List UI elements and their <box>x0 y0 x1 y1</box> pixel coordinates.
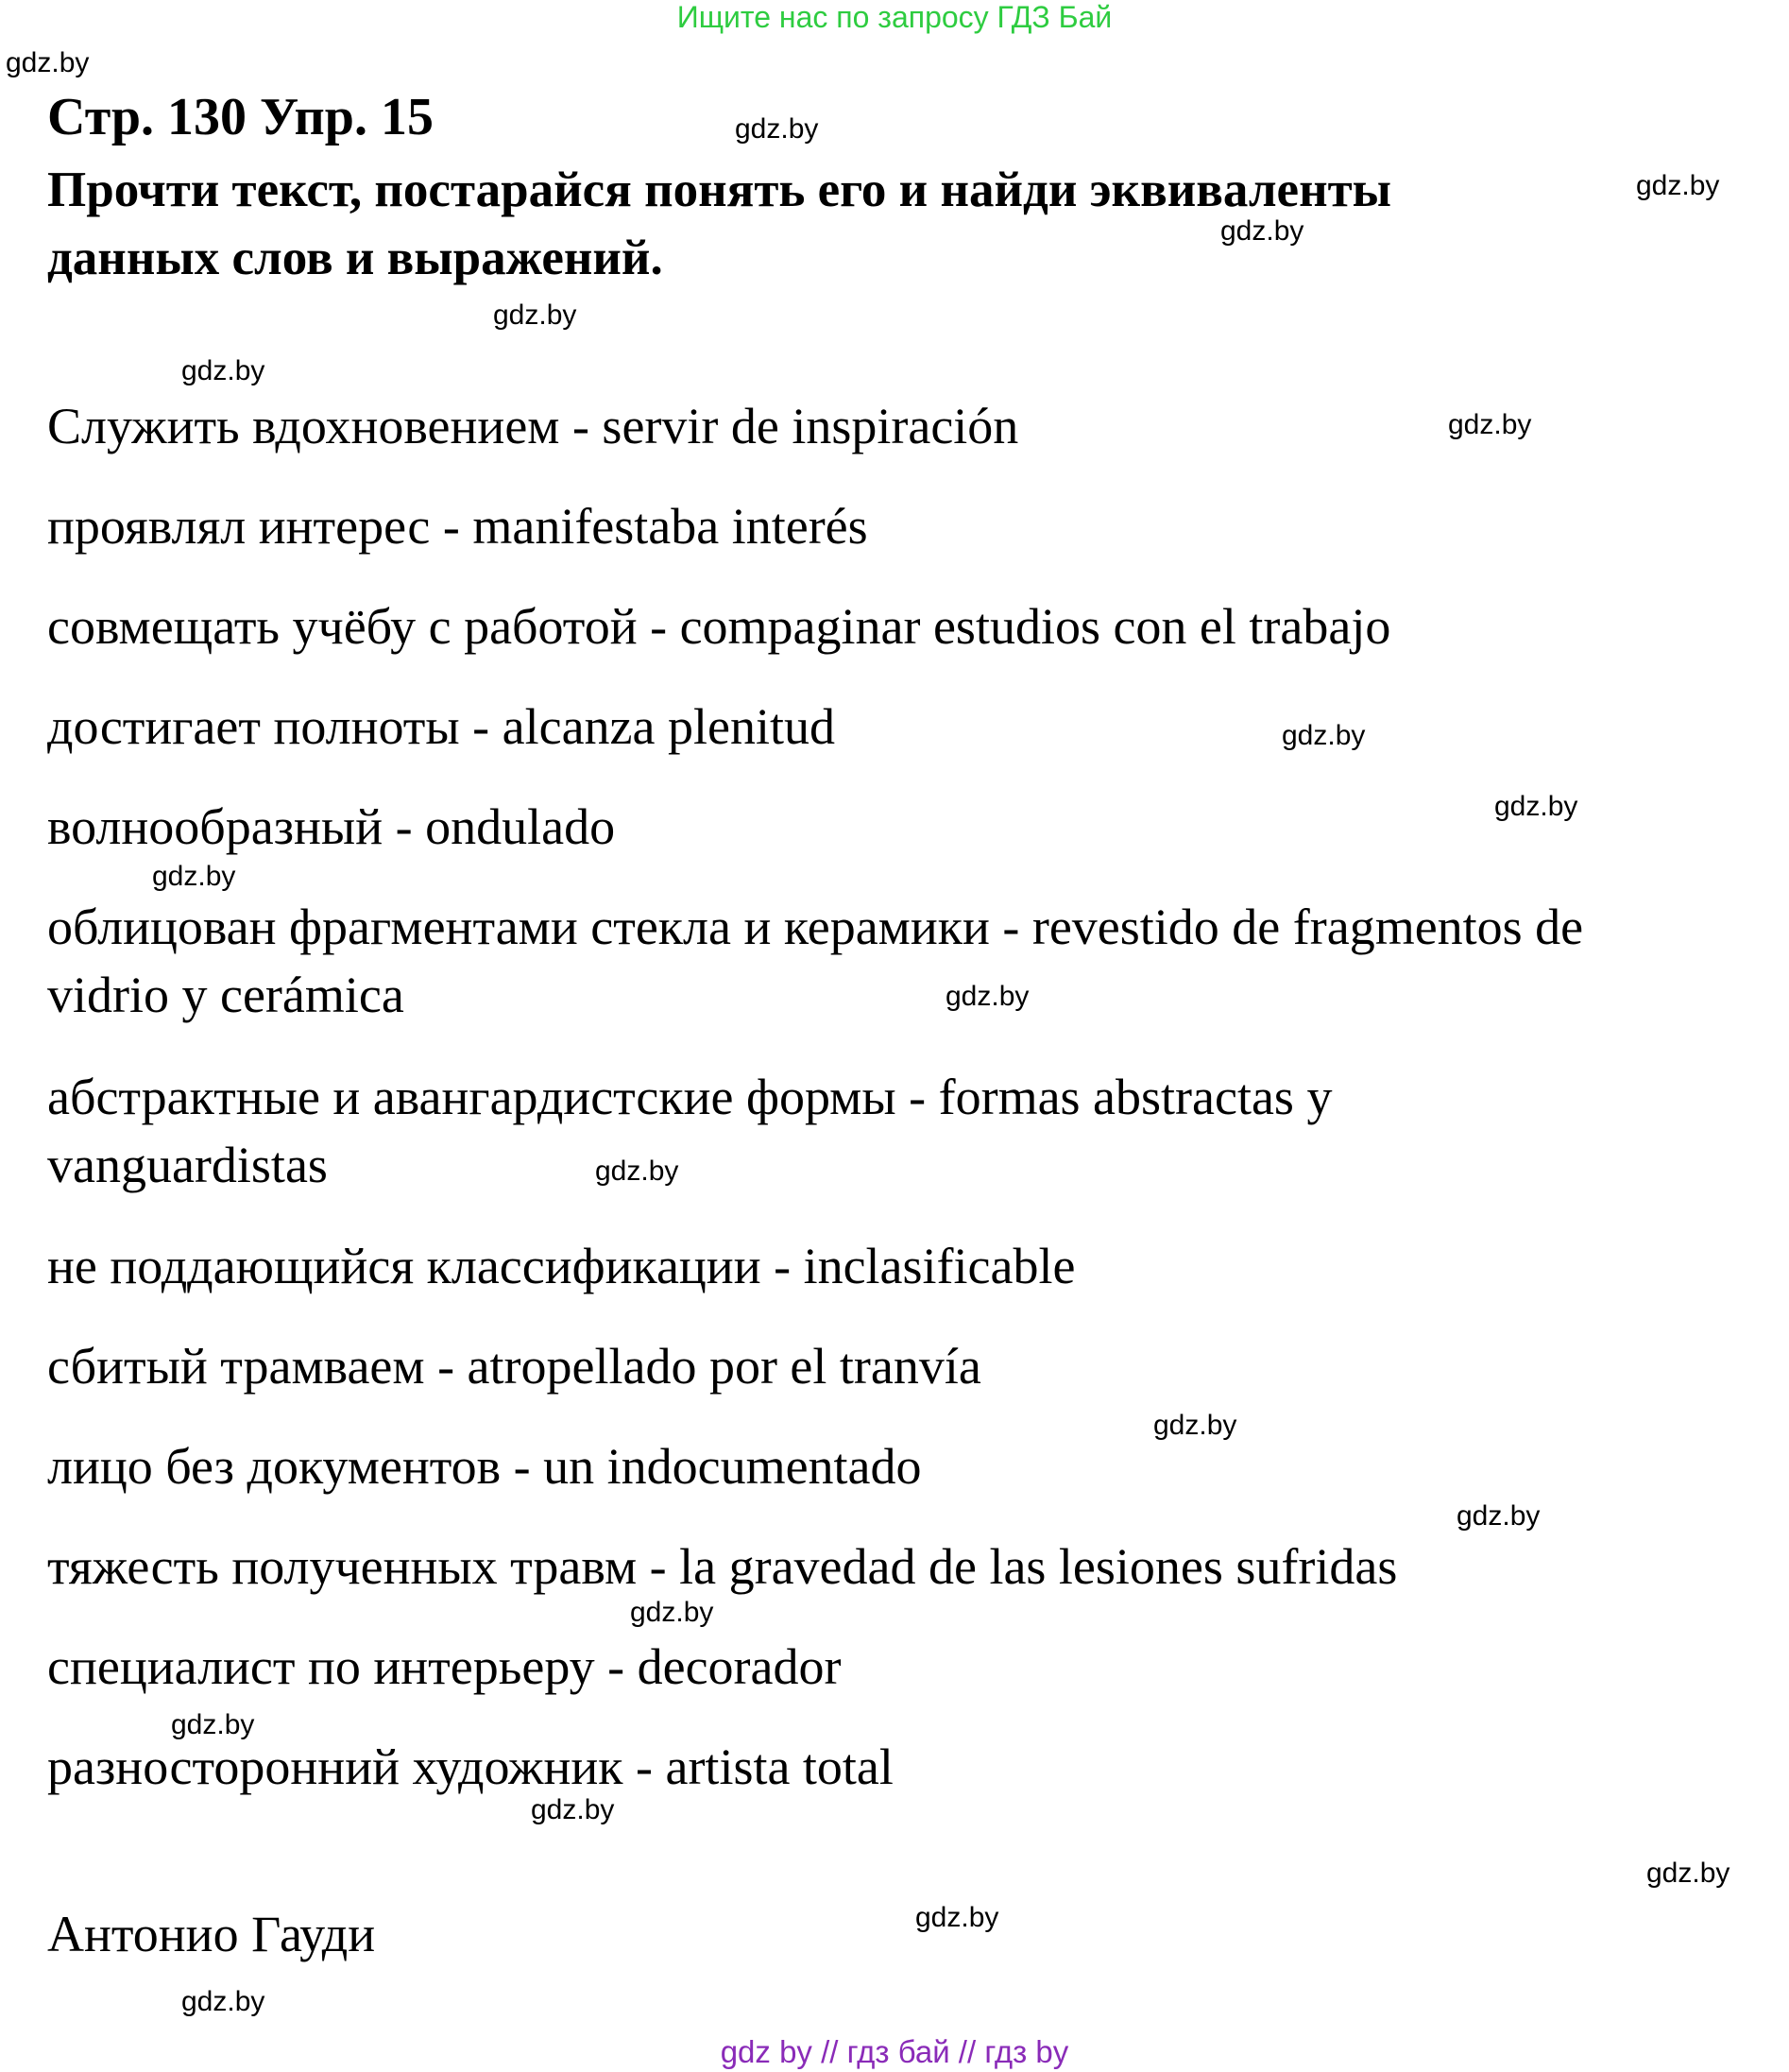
vocab-entry: не поддающийся классификации - inclasificable <box>47 1238 1076 1294</box>
vocab-entry: лицо без документов - un indocumentado <box>47 1438 922 1495</box>
watermark: gdz.by <box>915 1902 999 1933</box>
vocab-entry: совмещать учёбу с работой - compaginar estudios con el trabajo <box>47 598 1391 655</box>
closing-heading: Антонио Гауди <box>47 1906 376 1962</box>
watermark: gdz.by <box>1636 170 1720 201</box>
vocab-entry: сбитый трамваем - atropellado por el tranvía <box>47 1338 981 1395</box>
watermark: gdz.by <box>171 1709 255 1740</box>
watermark: gdz.by <box>531 1794 615 1825</box>
watermark: gdz.by <box>946 981 1030 1012</box>
vocab-entry: абстрактные и авангардистские формы - formas abstractas y <box>47 1069 1333 1125</box>
watermark: gdz.by <box>630 1597 714 1628</box>
vocab-entry: специалист по интерьеру - decorador <box>47 1638 842 1695</box>
page-title: Стр. 130 Упр. 15 <box>47 88 434 146</box>
vocab-entry: облицован фрагментами стекла и керамики - revestido de fragmentos de <box>47 899 1584 955</box>
watermark: gdz.by <box>1646 1858 1730 1889</box>
vocab-entry: Служить вдохновением - servir de inspiración <box>47 398 1019 454</box>
watermark: gdz.by <box>1220 215 1304 247</box>
task-line-1: Прочти текст, постарайся понять его и найди эквиваленты <box>47 163 1392 217</box>
search-hint-banner: Ищите нас по запросу ГДЗ Бай <box>676 0 1113 34</box>
vocab-entry: проявлял интерес - manifestaba interés <box>47 498 868 555</box>
watermark: gdz.by <box>493 300 577 331</box>
vocab-entry: разносторонний художник - artista total <box>47 1738 894 1795</box>
vocab-entry: vidrio y cerámica <box>47 967 404 1023</box>
vocab-entry: vanguardistas <box>47 1137 328 1193</box>
vocab-entry: тяжесть полученных травм - la gravedad de las lesiones sufridas <box>47 1538 1398 1595</box>
watermark: gdz.by <box>6 47 90 78</box>
watermark: gdz.by <box>1282 720 1366 751</box>
watermark: gdz.by <box>152 861 236 892</box>
watermark: gdz.by <box>1494 791 1578 822</box>
vocab-entry: волнообразный - ondulado <box>47 798 616 855</box>
footer-links[interactable]: gdz by // гдз бай // гдз by <box>720 2034 1069 2069</box>
watermark: gdz.by <box>1457 1500 1541 1532</box>
watermark: gdz.by <box>181 355 265 386</box>
task-line-2: данных слов и выражений. <box>47 231 663 285</box>
vocab-entry: достигает полноты - alcanza plenitud <box>47 698 835 755</box>
watermark: gdz.by <box>1448 409 1532 440</box>
watermark: gdz.by <box>595 1156 679 1187</box>
watermark: gdz.by <box>735 113 819 145</box>
watermark: gdz.by <box>181 1986 265 2017</box>
watermark: gdz.by <box>1153 1410 1237 1441</box>
